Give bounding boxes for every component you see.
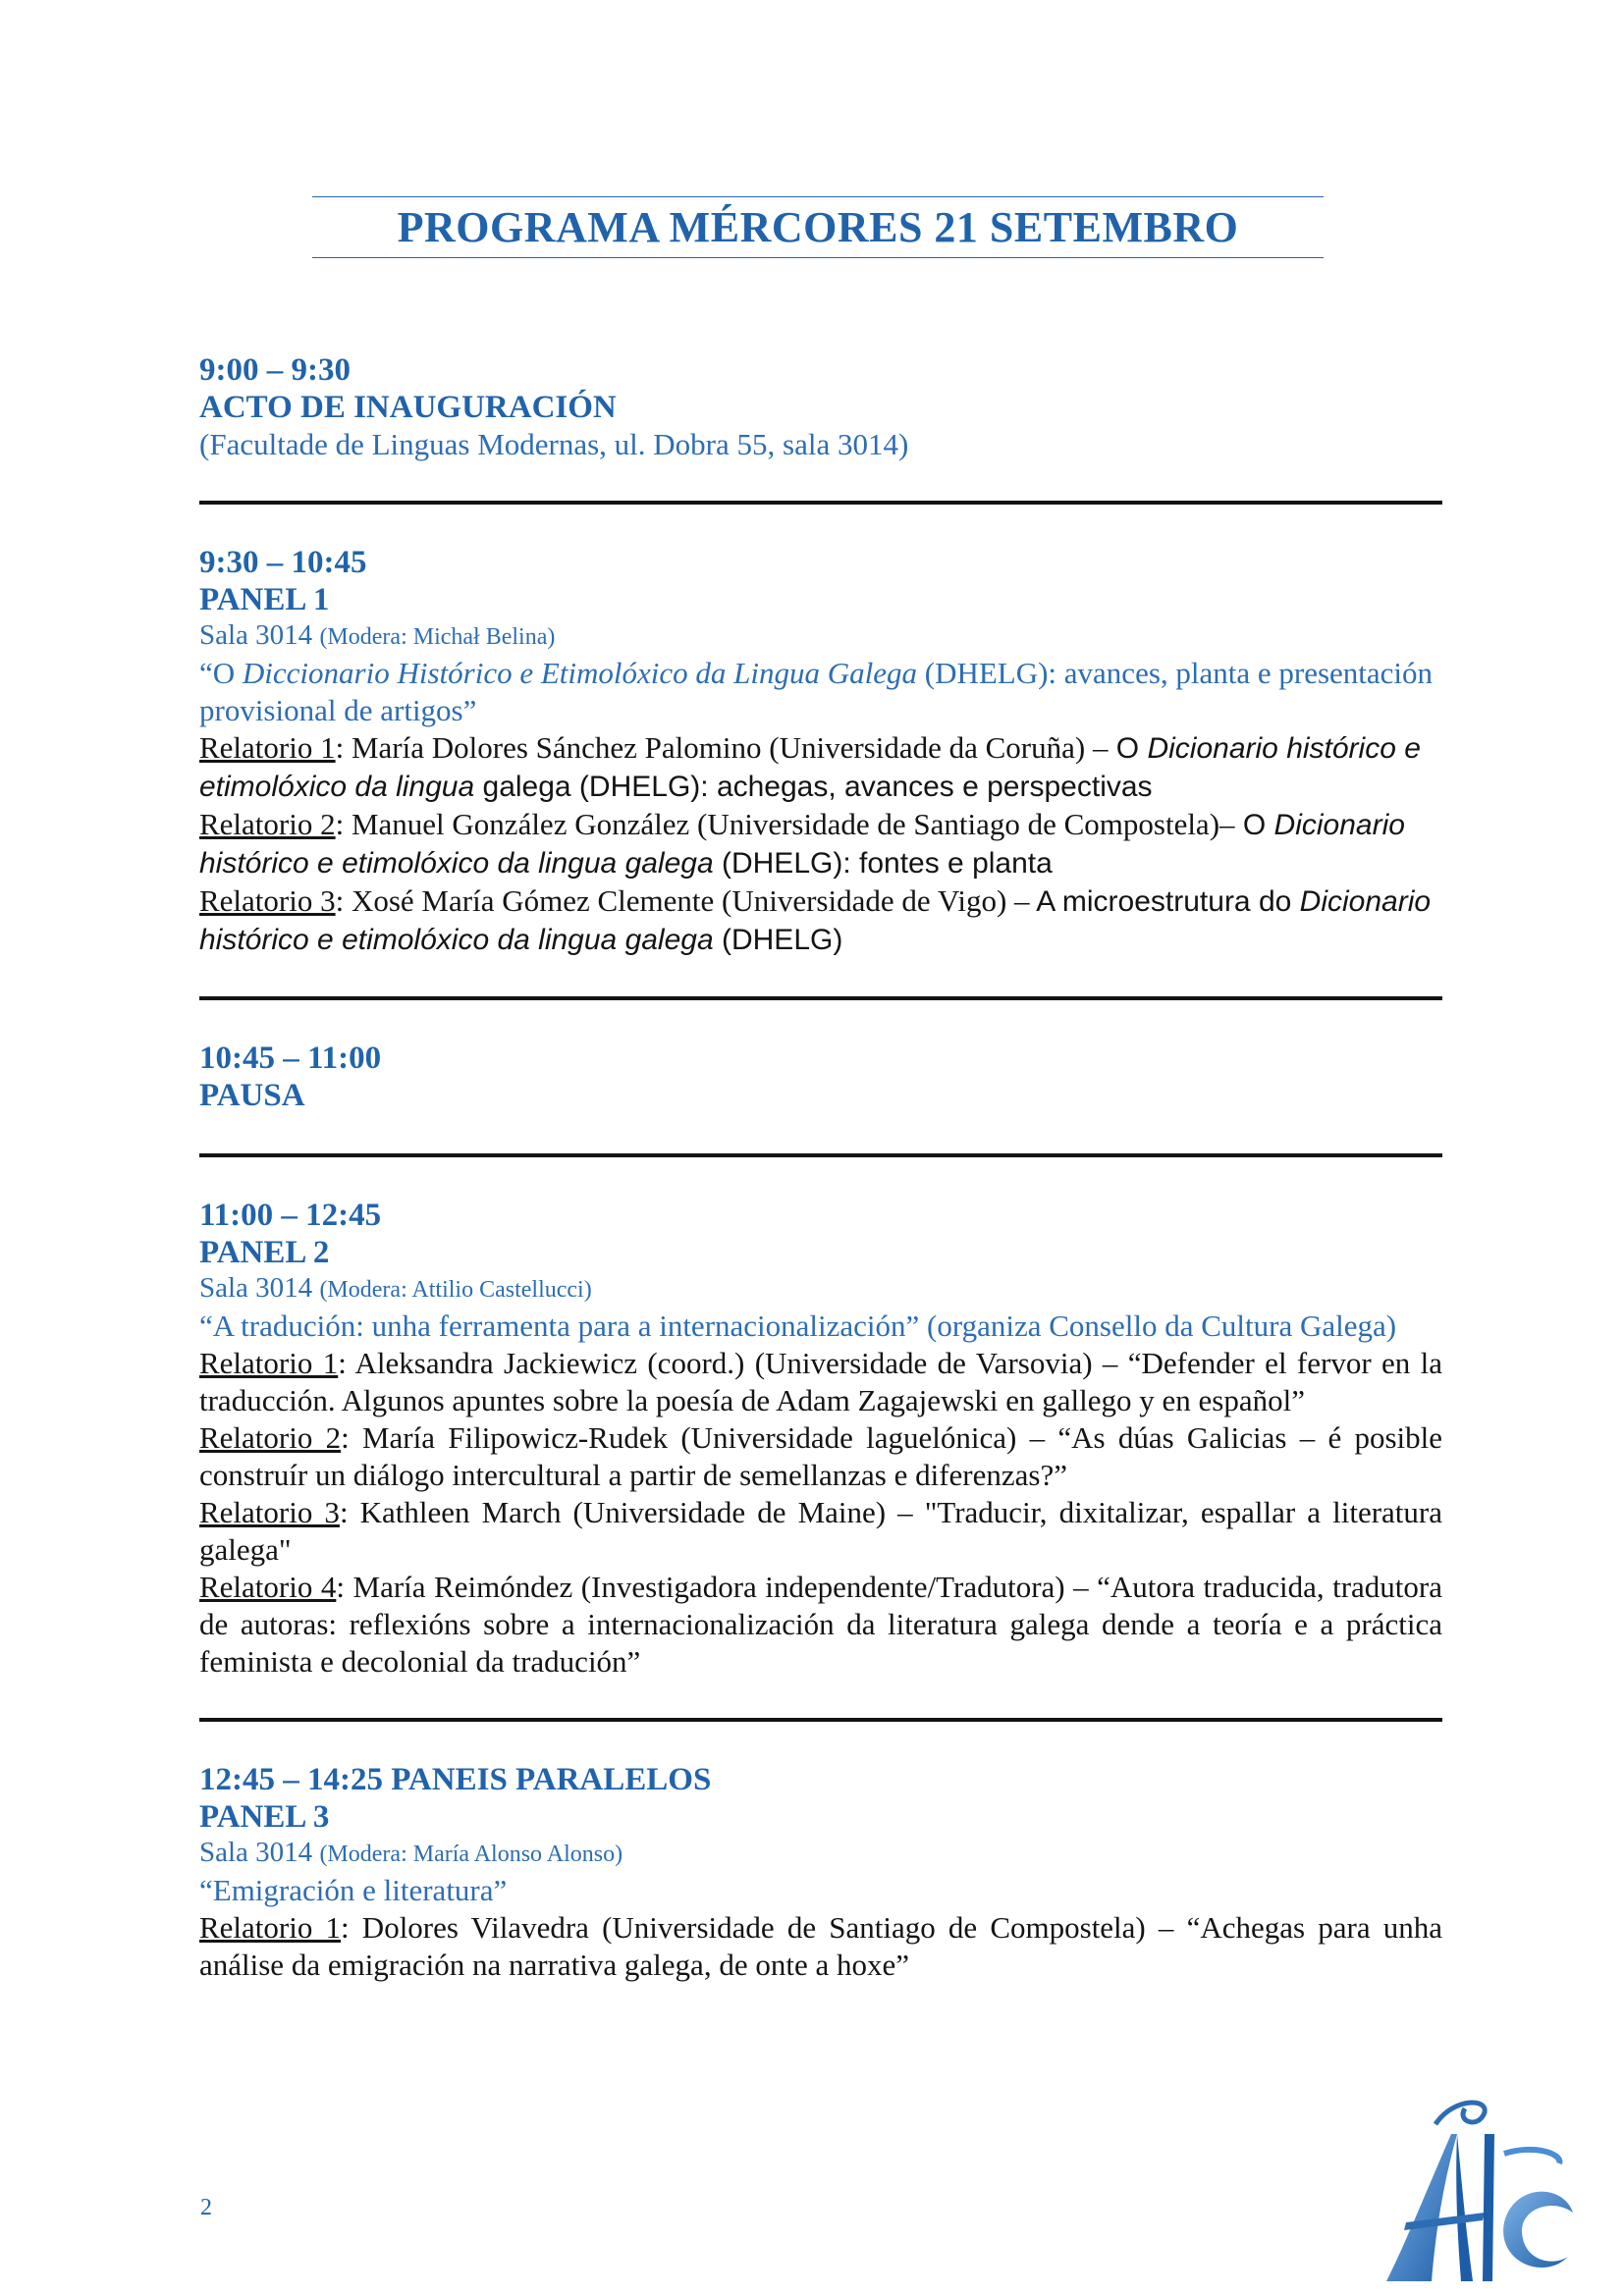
room-label: Sala 3014 <box>199 1837 313 1868</box>
relatorio-label: Relatorio 1 <box>199 1346 339 1380</box>
session-heading: PANEL 3 <box>199 1799 330 1835</box>
session-time: 11:00 – 12:45 <box>199 1198 382 1233</box>
panel-topic <box>199 655 1442 729</box>
relatorio-label: Relatorio 1 <box>199 730 336 765</box>
room-label: Sala 3014 <box>199 619 313 651</box>
relatorio-2 <box>199 806 1442 882</box>
relatorio-title-italic: Dicionario histórico e etimolóxico da lingua galega <box>199 885 1432 956</box>
relatorio-title: O <box>1234 809 1274 841</box>
title-bottom-rule <box>312 257 1324 258</box>
session-time: 9:00 – 9:30 <box>199 352 351 388</box>
relatorio-title: (DHELG): fontes e planta <box>713 847 1053 880</box>
session-room <box>199 1271 1442 1308</box>
aieg-logo-icon <box>1367 2095 1577 2289</box>
relatorio-label: Relatorio 4 <box>199 1570 337 1604</box>
title-box <box>312 196 1324 258</box>
session-time: 12:45 – 14:25 PANEIS PARALELOS <box>199 1762 712 1797</box>
moderator-label: (Modera: Attilio Castellucci) <box>319 1277 592 1303</box>
relatorio-3 <box>199 1494 1442 1569</box>
session-time: 9:30 – 10:45 <box>199 545 367 580</box>
topic-text: “O <box>199 656 243 690</box>
session-panel-1 <box>199 544 1442 959</box>
page-number: 2 <box>200 2195 212 2220</box>
section-divider <box>199 1718 1442 1722</box>
session-heading: PANEL 2 <box>199 1235 330 1270</box>
panel-topic: “A tradución: unha ferramenta para a internacionalización” (organiza Consello da Cultura Galega) <box>199 1308 1397 1343</box>
relatorio-3 <box>199 882 1442 959</box>
section-divider <box>199 501 1442 505</box>
session-heading: ACTO DE INAUGURACIÓN <box>199 390 617 425</box>
session-time: 10:45 – 11:00 <box>199 1041 382 1076</box>
section-divider <box>199 1153 1442 1157</box>
room-label: Sala 3014 <box>199 1272 313 1304</box>
relatorio-title: A microestrutura do <box>1029 885 1300 918</box>
session-room <box>199 618 1442 655</box>
section-divider <box>199 996 1442 1000</box>
relatorio-label: Relatorio 3 <box>199 1495 340 1529</box>
session-room <box>199 1836 1442 1872</box>
relatorio-label: Relatorio 1 <box>199 1910 342 1945</box>
relatorio-label: Relatorio 2 <box>199 1420 342 1455</box>
relatorio-text: : Aleksandra Jackiewicz (coord.) (Universidade de Varsovia) – “Defender el fervor en la traducción. Algunos apuntes sobre la poesía de Adam Zagajewski en gallego y en español” <box>199 1346 1443 1417</box>
relatorio-text: : Dolores Vilavedra (Universidade de Santiago de Compostela) – “Achegas para unha análise da emigración na narrativa galega, de onte a hoxe” <box>199 1910 1443 1982</box>
relatorio-text: : María Reimóndez (Investigadora independente/Tradutora) – “Autora traducida, tradutora de autoras: reflexións sobre a internacionalización da literatura galega dende a teoría e a práctica feminista e decolonial da tradución” <box>199 1570 1442 1679</box>
relatorio-title-italic: Dicionario histórico e etimolóxico da lingua <box>199 732 1421 803</box>
session-panel-2 <box>199 1197 1442 1681</box>
relatorio-label: Relatorio 2 <box>199 807 336 841</box>
session-inauguration <box>199 351 1442 463</box>
relatorio-speaker: : Manuel González González (Universidade de Santiago de Compostela)– <box>335 807 1235 841</box>
moderator-label: (Modera: María Alonso Alonso) <box>319 1842 623 1867</box>
relatorio-text: : Kathleen March (Universidade de Maine) – "Traducir, dixitalizar, espallar a literatura galega" <box>199 1495 1442 1567</box>
session-heading: PAUSA <box>199 1078 305 1113</box>
relatorio-1 <box>199 1345 1442 1419</box>
relatorio-title: (DHELG) <box>713 924 843 956</box>
relatorio-label: Relatorio 3 <box>199 883 336 918</box>
moderator-label: (Modera: Michał Belina) <box>319 624 556 650</box>
relatorio-title: galega (DHELG): achegas, avances e perspectivas <box>474 771 1153 803</box>
relatorio-title: O <box>1108 732 1148 765</box>
relatorio-speaker: : María Dolores Sánchez Palomino (Universidade da Coruña) – <box>335 730 1109 765</box>
relatorio-text: : María Filipowicz-Rudek (Universidade laguelónica) – “As dúas Galicias – é posible construír un diálogo intercultural a partir de semellanzas e diferenzas?” <box>199 1420 1442 1492</box>
relatorio-1 <box>199 729 1442 806</box>
panel-topic: “Emigración e literatura” <box>199 1873 508 1907</box>
session-parallel-panels <box>199 1761 1442 1984</box>
relatorio-title-italic: Dicionario histórico e etimolóxico da lingua galega <box>199 809 1405 880</box>
program-content <box>199 351 1442 1984</box>
session-heading: PANEL 1 <box>199 582 330 617</box>
relatorio-1 <box>199 1909 1442 1984</box>
session-pause <box>199 1040 1442 1114</box>
relatorio-speaker: : Xosé María Gómez Clemente (Universidade de Vigo) – <box>335 883 1030 918</box>
topic-text: (DHELG): avances, planta e presentación provisional de artigos” <box>199 656 1434 727</box>
relatorio-2 <box>199 1419 1442 1494</box>
page-title: PROGRAMA MÉRCORES 21 SETEMBRO <box>397 203 1239 251</box>
session-place: (Facultade de Linguas Modernas, ul. Dobra 55, sala 3014) <box>199 427 909 461</box>
topic-italic: Diccionario Histórico e Etimolóxico da Lingua Galega <box>242 656 917 690</box>
relatorio-4 <box>199 1569 1442 1681</box>
